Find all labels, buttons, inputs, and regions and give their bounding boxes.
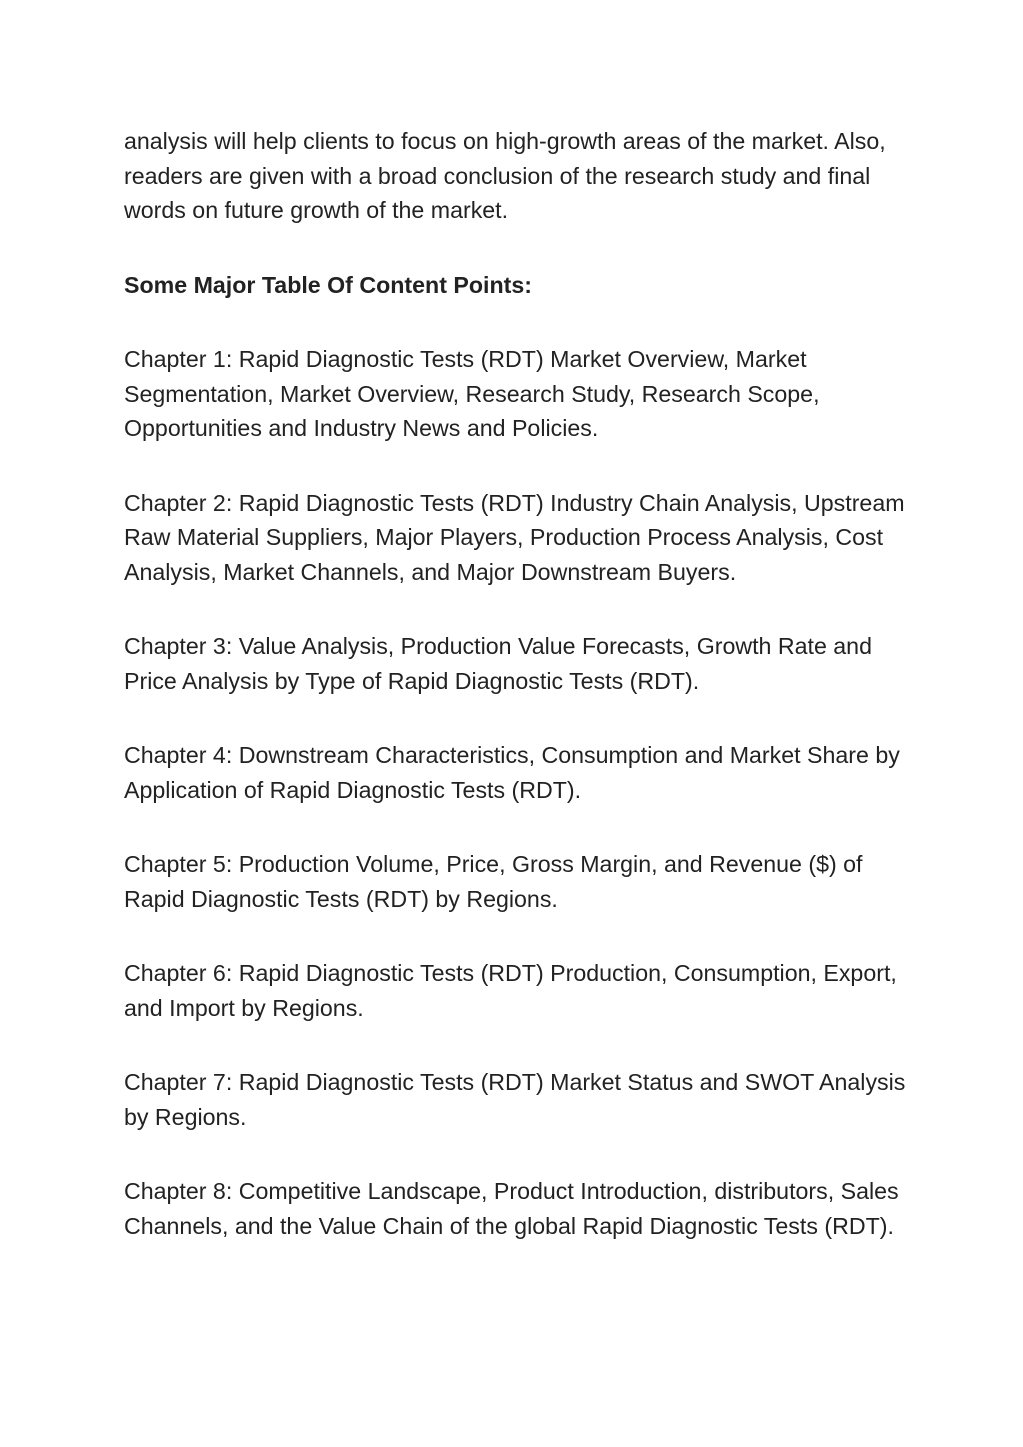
chapter-7-paragraph: Chapter 7: Rapid Diagnostic Tests (RDT) Market Status and SWOT Analysis by Regions. xyxy=(124,1069,906,1130)
chapter-8-paragraph: Chapter 8: Competitive Landscape, Product Introduction, distributors, Sales Channels, and the Value Chain of the global Rapid Diagnostic Tests (RDT). xyxy=(124,1178,899,1239)
intro-paragraph: analysis will help clients to focus on high-growth areas of the market. Also, readers are given with a broad conclusion of the research study and final words on future growth of the market. xyxy=(124,128,886,223)
chapter-6-paragraph: Chapter 6: Rapid Diagnostic Tests (RDT) Production, Consumption, Export, and Import by Regions. xyxy=(124,960,897,1021)
chapter-5-paragraph: Chapter 5: Production Volume, Price, Gross Margin, and Revenue ($) of Rapid Diagnostic Tests (RDT) by Regions. xyxy=(124,851,863,912)
chapter-1-paragraph: Chapter 1: Rapid Diagnostic Tests (RDT) Market Overview, Market Segmentation, Market Overview, Research Study, Research Scope, Opportunities and Industry News and Policies. xyxy=(124,346,820,441)
chapter-4-paragraph: Chapter 4: Downstream Characteristics, Consumption and Market Share by Application of Rapid Diagnostic Tests (RDT). xyxy=(124,742,900,803)
chapter-3-paragraph: Chapter 3: Value Analysis, Production Value Forecasts, Growth Rate and Price Analysis by Type of Rapid Diagnostic Tests (RDT). xyxy=(124,633,872,694)
document-page xyxy=(124,124,914,1283)
toc-heading: Some Major Table Of Content Points: xyxy=(124,271,532,298)
chapter-2-paragraph: Chapter 2: Rapid Diagnostic Tests (RDT) Industry Chain Analysis, Upstream Raw Material Suppliers, Major Players, Production Process Analysis, Cost Analysis, Market Channels, and Major Downstream Buyers. xyxy=(124,489,905,585)
